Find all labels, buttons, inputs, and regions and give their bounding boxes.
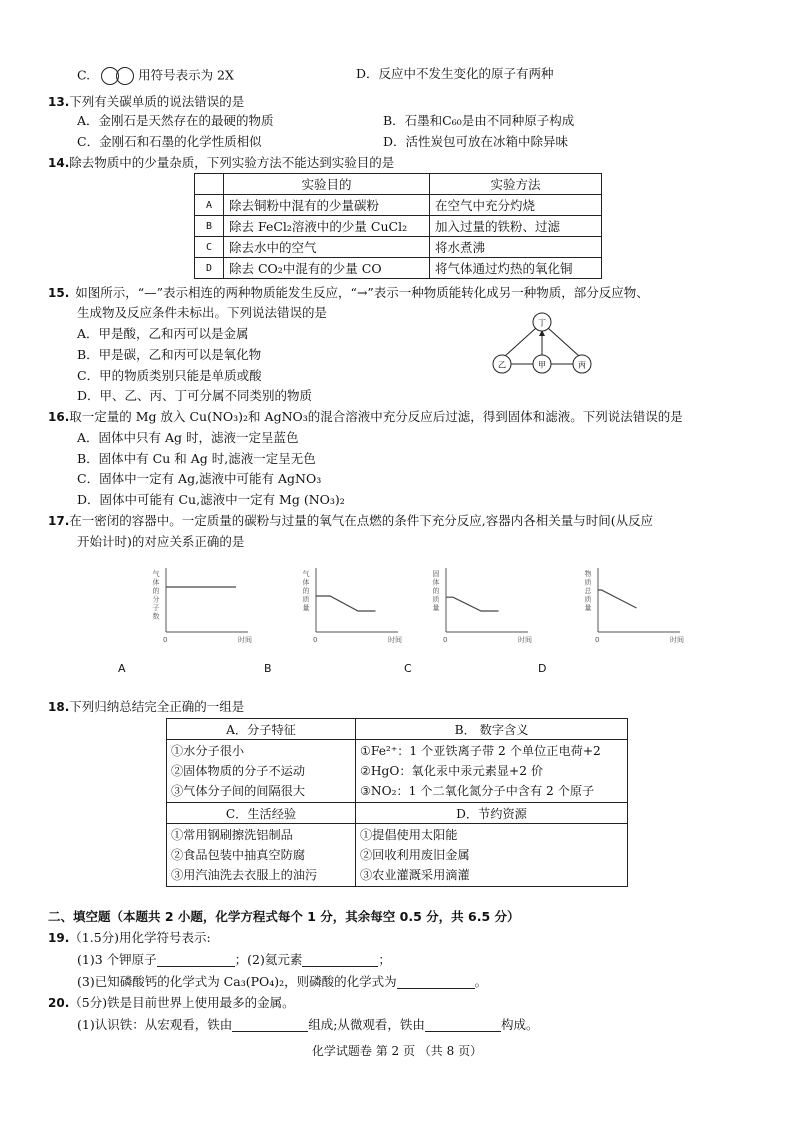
chart-option-label: C: [404, 662, 412, 675]
q14-row-letter: A: [195, 195, 224, 216]
q18-d-cell: [356, 824, 628, 887]
list-item: ②固体物质的分子不运动: [171, 764, 306, 778]
q18-number: 18.: [48, 700, 70, 714]
q20-stem-text: （5分)铁是目前世界上使用最多的金属。: [69, 995, 295, 1010]
list-item: ③用汽油洗去衣服上的油污: [171, 868, 318, 882]
q14-table: [194, 173, 602, 279]
q12-c-text: 用符号表示为 2X: [138, 67, 234, 83]
q14-stem: [48, 156, 394, 171]
q14-number: 14.: [48, 156, 70, 170]
q14-row-letter: C: [195, 237, 224, 258]
q20-number: 20.: [48, 996, 70, 1010]
q15-edge-ding-yi: [505, 328, 536, 356]
chart-A: [140, 560, 252, 646]
q18-b-title: B． 数字含义: [356, 719, 628, 740]
page-footer: 化学试题卷 第 2 页 （共 8 页）: [311, 1044, 483, 1058]
y-axis-label-char: 量: [302, 604, 310, 612]
answer-blank[interactable]: [425, 1019, 501, 1032]
q18-d-title: D．节约资源: [356, 803, 628, 824]
table-row: [167, 719, 628, 740]
q18-a-cell: [167, 740, 356, 803]
q18-stem: [48, 700, 244, 715]
q19-line1: [77, 953, 391, 967]
table-row: [167, 803, 628, 824]
q18-c-title: C．生活经验: [167, 803, 356, 824]
y-axis-label-char: 子: [152, 604, 160, 612]
q15-node-yi-label: 乙: [498, 360, 506, 370]
q18-a-title: A．分子特征: [167, 719, 356, 740]
y-axis-label-char: 质: [584, 578, 592, 587]
origin-label: 0: [595, 636, 600, 644]
q14-table-header: [195, 174, 602, 195]
chart-B: [290, 560, 402, 646]
y-axis-label-char: 质: [584, 595, 592, 604]
q15-option-d: D．甲、乙、丙、丁可分属不同类别的物质: [77, 388, 313, 403]
q19-part3-label: (3)已知磷酸钙的化学式为 Ca₃(PO₄)₂，则磷酸的化学式为: [77, 974, 397, 989]
q13-stem-text: 下列有关碳单质的说法错误的是: [69, 94, 245, 109]
list-item: ③NO₂：1 个二氧化氮分子中含有 2 个原子: [360, 784, 595, 798]
list-item: ①常用钢刷擦洗铝制品: [171, 828, 293, 842]
q14-row-method: 将水煮沸: [430, 237, 602, 258]
q15-stem-line1: [48, 286, 649, 301]
q20-part1-mid: 组成;从微观看，铁由: [308, 1017, 425, 1032]
q19-part3-end: 。: [474, 974, 488, 989]
q19-stem-text: （1.5分)用化学符号表示:: [69, 930, 211, 945]
table-row: [167, 824, 628, 887]
list-item: ②回收利用废旧金属: [360, 848, 470, 862]
q14-header-blank: [195, 174, 224, 195]
answer-blank[interactable]: [397, 976, 475, 989]
q15-node-ding-label: 丁: [538, 318, 546, 328]
q16-option-b: B．固体中有 Cu 和 Ag 时,滤液一定呈无色: [77, 451, 316, 466]
chart-option-label: B: [264, 662, 272, 675]
q15-option-a: A．甲是酸，乙和丙可以是金属: [77, 326, 249, 341]
q14-row-method: 将气体通过灼热的氧化铜: [430, 258, 602, 279]
q14-row-purpose: 除去 CO₂中混有的少量 CO: [224, 258, 430, 279]
y-axis-label-char: 固: [432, 570, 440, 578]
q19-part2-label: ；(2)氦元素: [234, 952, 303, 967]
q16-option-a: A．固体中只有 Ag 时，滤液一定呈蓝色: [77, 430, 299, 445]
list-item: ③气体分子间的间隔很大: [171, 784, 306, 798]
chart-option-label: A: [118, 662, 126, 675]
q14-row-purpose: 除去水中的空气: [224, 237, 430, 258]
q14-row-purpose: 除去 FeCl₂溶液中的少量 CuCl₂: [224, 216, 430, 237]
x-axis-label: 时间: [388, 636, 402, 644]
q20-part1-end: 构成。: [500, 1017, 539, 1032]
q18-b-cell: [356, 740, 628, 803]
q13-option-b: B．石墨和C₆₀是由不同种原子构成: [383, 113, 575, 128]
series-line: [446, 597, 499, 611]
q15-node-jia-label: 甲: [538, 360, 546, 370]
table-row: [195, 195, 602, 216]
q15-number: 15.: [48, 286, 70, 300]
q16-stem-text: 取一定量的 Mg 放入 Cu(NO₃)₂和 AgNO₃的混合溶液中充分反应后过滤，得到固体和滤液。下列说法错误的是: [69, 409, 683, 424]
q15-edge-ding-bing: [548, 328, 579, 356]
q14-row-method: 加入过量的铁粉、过滤: [430, 216, 602, 237]
table-row: [167, 740, 628, 803]
list-item: ③农业灌溉采用滴灌: [360, 868, 470, 882]
q19-line2: [77, 975, 487, 989]
y-axis-label-char: 质: [432, 595, 440, 604]
y-axis-label-char: 量: [584, 604, 592, 612]
q16-stem: [48, 410, 683, 425]
q20-line1: [77, 1018, 538, 1032]
q14-row-letter: D: [195, 258, 224, 279]
y-axis-label-char: 数: [152, 612, 160, 621]
section-heading: 二、填空题（本题共 2 小题，化学方程式每个 1 分，其余每空 0.5 分，共 6.5 分）: [48, 909, 520, 924]
list-item: ②食品包装中抽真空防腐: [171, 848, 306, 862]
origin-label: 0: [313, 636, 318, 644]
answer-blank[interactable]: [302, 954, 378, 967]
q15-node-bing-label: 丙: [578, 360, 586, 370]
q14-row-letter: B: [195, 216, 224, 237]
q13-number: 13.: [48, 95, 70, 109]
q15-option-c: C．甲的物质类别只能是单质或酸: [77, 368, 262, 383]
q19-part1-label: (1)3 个钾原子: [77, 952, 157, 967]
q17-stem-line2: 开始计时)的对应关系正确的是: [77, 534, 245, 549]
q13-stem: [48, 95, 244, 110]
x-axis-label: 时间: [238, 636, 252, 644]
q14-row-method: 在空气中充分灼烧: [430, 195, 602, 216]
q14-row-purpose: 除去铜粉中混有的少量碳粉: [224, 195, 430, 216]
q18-stem-text: 下列归纳总结完全正确的一组是: [69, 699, 245, 714]
q15-stem-text1: 如图所示，“—”表示相连的两种物质能发生反应，“→”表示一种物质能转化成另一种物质，部分反应物、: [75, 285, 649, 300]
list-item: ②HgO：氧化汞中汞元素显+2 价: [360, 764, 544, 778]
q20-stem: [48, 996, 295, 1011]
y-axis-label-char: 气: [302, 570, 310, 578]
y-axis-label-char: 体: [432, 578, 440, 587]
list-item: ①提倡使用太阳能: [360, 828, 458, 842]
series-line: [598, 590, 637, 608]
table-row: [195, 258, 602, 279]
q13-option-c: C．金刚石和石墨的化学性质相似: [77, 134, 262, 149]
q15-option-b: B．甲是碳，乙和丙可以是氧化物: [77, 347, 262, 362]
chart-D: [572, 560, 684, 646]
y-axis-label-char: 质: [302, 595, 310, 604]
y-axis-label-char: 气: [152, 570, 160, 578]
table-row: [195, 237, 602, 258]
y-axis-label-char: 分: [152, 595, 160, 604]
q14-header-purpose: 实验目的: [224, 174, 430, 195]
y-axis-label-char: 体: [302, 578, 310, 587]
y-axis-label-char: 物: [584, 570, 592, 578]
x-axis-label: 时间: [518, 636, 532, 644]
chart-C: [420, 560, 532, 646]
q20-part1-label: (1)认识铁：从宏观看，铁由: [77, 1017, 233, 1032]
q13-option-a: A．金刚石是天然存在的最硬的物质: [77, 113, 274, 128]
q12-option-d: D．反应中不发生变化的原子有两种: [356, 66, 554, 81]
table-row: [195, 216, 602, 237]
q12-option-c: [77, 66, 234, 86]
q19-stem: [48, 931, 211, 946]
list-item: ①水分子很小: [171, 744, 245, 758]
y-axis-label-char: 的: [152, 587, 160, 595]
answer-blank[interactable]: [232, 1019, 308, 1032]
q16-number: 16.: [48, 410, 70, 424]
series-line: [316, 596, 376, 611]
q17-stem-text1: 在一密闭的容器中。一定质量的碳粉与过量的氧气在点燃的条件下充分反应,容器内各相关量与时间(从反应: [69, 513, 654, 528]
q18-c-cell: [167, 824, 356, 887]
q12-c-letter: C.: [77, 67, 91, 83]
origin-label: 0: [163, 636, 168, 644]
y-axis-label-char: 的: [302, 587, 310, 595]
origin-label: 0: [443, 636, 448, 644]
q16-option-c: C．固体中一定有 Ag,滤液中可能有 AgNO₃: [77, 471, 322, 486]
q14-header-method: 实验方法: [430, 174, 602, 195]
q14-stem-text: 除去物质中的少量杂质，下列实验方法不能达到实验目的是: [69, 155, 395, 170]
x-axis-label: 时间: [670, 636, 684, 644]
answer-blank[interactable]: [157, 954, 235, 967]
q19-number: 19.: [48, 931, 70, 945]
q15-stem-line2: 生成物及反应条件未标出。下列说法错误的是: [77, 305, 328, 320]
q15-relation-diagram: [484, 308, 604, 378]
q17-stem-line1: [48, 514, 653, 529]
y-axis-label-char: 的: [432, 587, 440, 595]
q17-number: 17.: [48, 514, 70, 528]
chart-option-label: D: [538, 662, 547, 675]
q18-table: [166, 718, 628, 887]
q19-part2-end: ；: [378, 952, 391, 967]
list-item: ①Fe²⁺：1 个亚铁离子带 2 个单位正电荷+2: [360, 744, 601, 758]
q13-option-d: D．活性炭包可放在冰箱中除异味: [383, 134, 569, 149]
two-atoms-icon: [100, 66, 138, 86]
y-axis-label-char: 总: [584, 587, 592, 595]
q16-option-d: D．固体中可能有 Cu,滤液中一定有 Mg (NO₃)₂: [77, 492, 345, 507]
y-axis-label-char: 量: [432, 604, 440, 612]
y-axis-label-char: 体: [152, 578, 160, 587]
